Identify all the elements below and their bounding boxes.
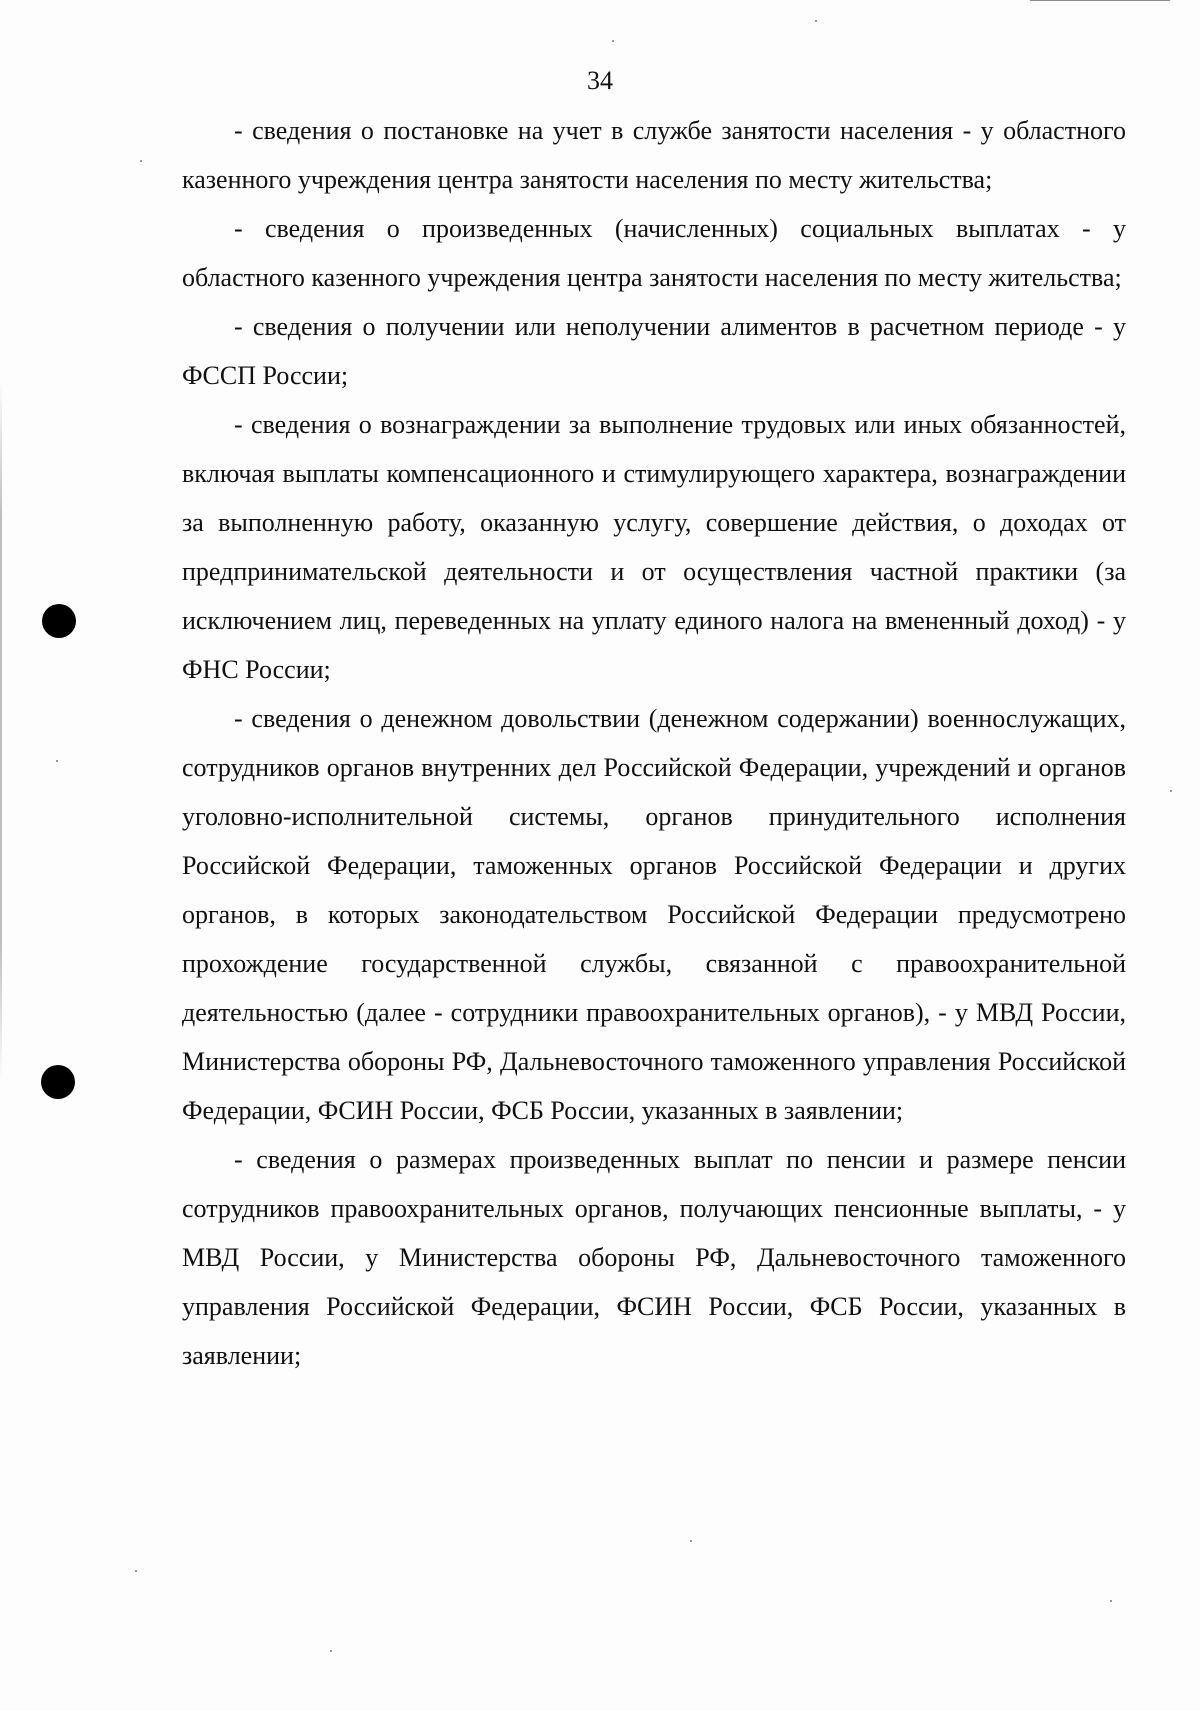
scan-left-edge-shadow xyxy=(0,380,2,1080)
paragraph-pension-payments: - сведения о размерах произведенных выплат по пенсии и размере пенсии сотрудников правоохранительных органов, получающих пенсионные выплаты, - у МВД России, у Министерства обороны РФ, Дальневосточного таможенного управления Российской Федерации, ФСИН России, ФСБ России, указанных в заявлении; xyxy=(182,1145,1126,1370)
scan-speck xyxy=(1170,790,1172,792)
punch-hole-mark xyxy=(42,604,76,638)
paragraph-remuneration: - сведения о вознаграждении за выполнение трудовых или иных обязанностей, включая выплаты компенсационного и стимулирующего характера, вознаграждении за выполненную работу, оказанную услугу, совершение действия, о доходах от предпринимательской деятельности и от осуществления частной практики (за исключением лиц, переведенных на уплату единого налога на вмененный доход) - у ФНС России; xyxy=(182,410,1126,684)
scan-speck xyxy=(330,1650,332,1652)
paragraph-military-allowance: - сведения о денежном довольствии (денежном содержании) военнослужащих, сотрудников органов внутренних дел Российской Федерации, учреждений и органов уголовно-исполнительной системы, органов принудительного исполнения Российской Федерации, таможенных органов Российской Федерации и других органов, в которых законодательством Российской Федерации предусмотрено прохождение государственной службы, связанной с правоохранительной деятельностью (далее - сотрудники правоохранительных органов), - у МВД России, Министерства обороны РФ, Дальневосточного таможенного управления Российской Федерации, ФСИН России, ФСБ России, указанных в заявлении; xyxy=(182,704,1126,1125)
scan-speck xyxy=(815,20,817,22)
scan-speck xyxy=(1110,1600,1112,1602)
paragraph-employment-registration: - сведения о постановке на учет в службе занятости населения - у областного казенного учреждения центра занятости населения по месту жительства; xyxy=(182,116,1126,194)
scan-speck xyxy=(140,160,142,162)
paragraph-alimony: - сведения о получении или неполучении алиментов в расчетном периоде - у ФССП России; xyxy=(182,312,1126,390)
scan-speck xyxy=(612,40,614,42)
document-body xyxy=(182,106,1126,1380)
paragraph-social-payments: - сведения о произведенных (начисленных) социальных выплатах - у областного казенного учреждения центра занятости населения по месту жительства; xyxy=(182,214,1126,292)
scan-speck xyxy=(690,1540,692,1542)
punch-hole-mark xyxy=(41,1065,75,1099)
page-number: 34 xyxy=(587,66,613,95)
scan-speck xyxy=(135,1570,137,1572)
scan-speck xyxy=(56,760,58,762)
scan-edge-line xyxy=(1030,0,1170,1)
